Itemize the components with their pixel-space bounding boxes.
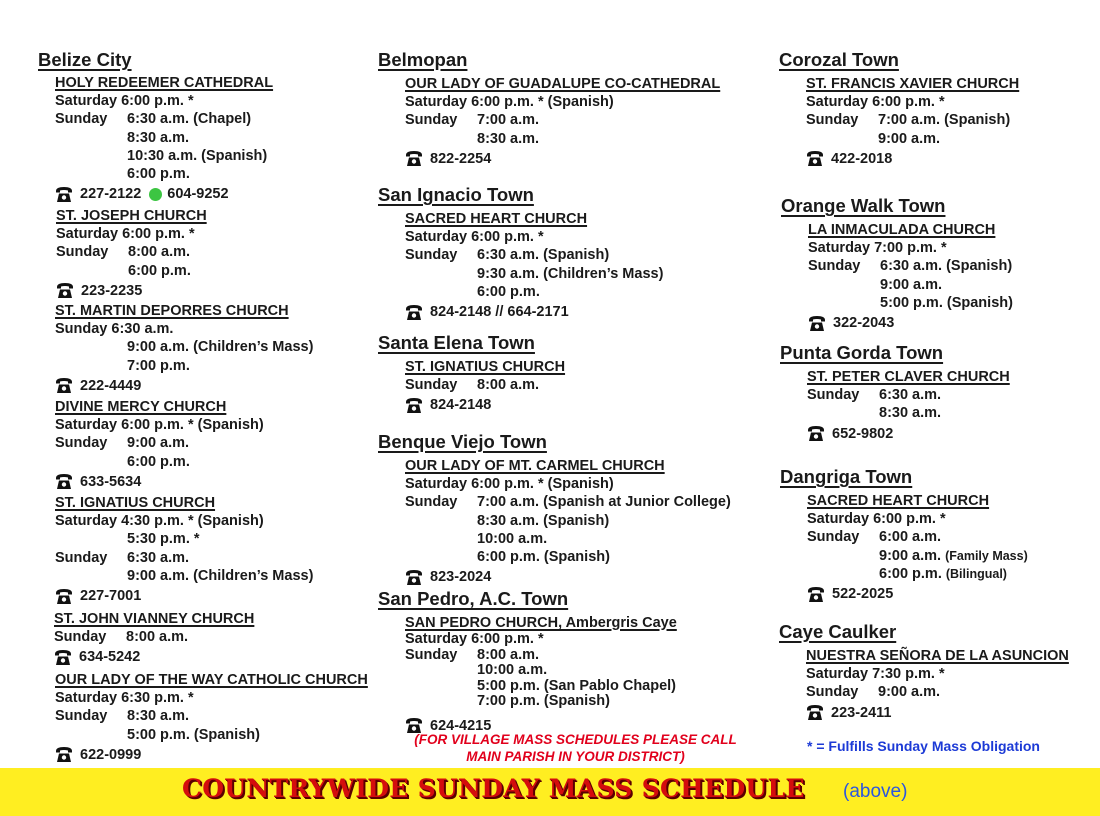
schedule-time: 7:00 p.m. (Spanish) [477, 693, 610, 709]
schedule-time: 10:00 a.m. [477, 530, 548, 547]
schedule-time: 9:00 a.m. (Children’s Mass) [127, 339, 314, 356]
schedule-day [405, 130, 477, 148]
schedule-day: Sunday [807, 529, 860, 546]
schedule-day [55, 129, 127, 147]
schedule-time: 8:00 a.m. [477, 646, 540, 663]
schedule-day [55, 165, 127, 183]
schedule-time: 6:30 a.m. (Spanish) [880, 258, 1013, 275]
schedule-time: 7:00 a.m. (Spanish) [878, 112, 1011, 129]
phone-number: 222-4449 [80, 377, 142, 394]
schedule-row [405, 130, 773, 148]
church-block [806, 647, 1099, 723]
church-block [405, 457, 773, 587]
section-belmopan [378, 49, 773, 169]
church-name: ST. IGNATIUS CHURCH [405, 359, 566, 375]
schedule-day [405, 663, 477, 679]
schedule-day [55, 530, 127, 548]
schedule-day [55, 567, 127, 585]
church-st-john-vianney [54, 610, 373, 667]
schedule-row [405, 111, 773, 129]
phone-line [807, 424, 1099, 444]
schedule-row [807, 565, 1099, 583]
schedule-time: 6:00 p.m. [127, 166, 190, 183]
schedule-row [806, 93, 1099, 111]
schedule-day: Saturday 6:00 p.m. * [405, 631, 544, 647]
phone-line [55, 586, 373, 606]
church-block [808, 221, 1099, 333]
schedule-row [808, 257, 1099, 275]
schedule-row [55, 530, 373, 548]
town-heading: Dangriga Town [780, 466, 913, 487]
church-block [405, 358, 773, 415]
phone-line [806, 703, 1099, 723]
schedule-day: Sunday [56, 244, 109, 261]
telephone-icon [55, 377, 80, 394]
church-st-martin-deporres [55, 302, 373, 396]
schedule-time: 10:00 a.m. [477, 662, 548, 678]
schedule-row [405, 663, 773, 679]
telephone-icon [806, 704, 831, 721]
schedule-time: 10:30 a.m. (Spanish) [127, 147, 268, 164]
telephone-icon [405, 569, 430, 586]
schedule-row [806, 111, 1099, 129]
phone-line [808, 313, 1099, 333]
schedule-day: Saturday 6:00 p.m. * [806, 94, 945, 110]
schedule-day [807, 565, 879, 583]
schedule-time: 6:00 p.m. [477, 283, 540, 300]
church-st-ignatius [55, 494, 373, 606]
schedule-day [405, 548, 477, 566]
schedule-day: Sunday [806, 112, 859, 129]
schedule-row [806, 683, 1099, 701]
schedule-time: 6:30 a.m. [879, 387, 942, 403]
schedule-time: 8:00 a.m. [126, 629, 189, 645]
phone-number: 422-2018 [831, 150, 893, 167]
church-name: LA INMACULADA CHURCH [808, 222, 996, 238]
schedule-day [808, 294, 880, 312]
schedule-row [55, 689, 373, 707]
schedule-day: Sunday [807, 387, 860, 403]
schedule-row [405, 648, 773, 664]
town-heading: Caye Caulker [779, 621, 897, 642]
schedule-day: Sunday [405, 112, 458, 129]
schedule-row [55, 453, 373, 471]
church-block [806, 75, 1099, 169]
phone-line [807, 584, 1099, 604]
schedule-row [55, 320, 373, 338]
phone-number: 824-2148 // 664-2171 [430, 304, 569, 321]
schedule-row [55, 416, 373, 434]
schedule-day [807, 404, 879, 422]
church-divine-mercy [55, 398, 373, 492]
schedule-row [54, 628, 373, 646]
schedule-row [807, 386, 1099, 404]
schedule-day: Sunday [55, 549, 108, 566]
schedule-row [55, 567, 373, 585]
schedule-day [806, 130, 878, 148]
schedule-day: Sunday [55, 435, 108, 452]
schedule-row [55, 549, 373, 567]
telephone-icon [405, 304, 430, 321]
phone-line [405, 149, 773, 169]
phone-line [405, 395, 773, 415]
schedule-row [405, 246, 773, 264]
phone-number: 223-2411 [831, 704, 892, 721]
telephone-icon [808, 315, 833, 332]
schedule-row [56, 243, 373, 261]
schedule-day: Saturday 7:30 p.m. * [806, 666, 945, 682]
schedule-day [55, 726, 127, 744]
schedule-row [55, 512, 373, 530]
schedule-time: 6:00 a.m. [879, 529, 942, 546]
telephone-icon [55, 473, 80, 490]
phone-number: 227-2122 [80, 186, 142, 203]
church-name: SAN PEDRO CHURCH, Ambergris Caye [405, 615, 677, 631]
church-name: ST. MARTIN DEPORRES CHURCH [55, 303, 289, 319]
schedule-row [808, 276, 1099, 294]
schedule-row [808, 239, 1099, 257]
schedule-day: Sunday [55, 708, 108, 725]
schedule-row [405, 548, 773, 566]
phone-number: 823-2024 [430, 569, 492, 586]
schedule-time: 8:30 a.m. [127, 708, 190, 725]
schedule-row [405, 228, 773, 246]
section-dangriga [780, 466, 1099, 604]
schedule-time: 9:00 a.m. [127, 435, 190, 452]
schedule-time: 8:00 a.m. [128, 244, 191, 261]
footer-title: COUNTRYWIDE SUNDAY MASS SCHEDULE [182, 774, 805, 803]
town-heading: Corozal Town [779, 49, 899, 70]
church-name: ST. JOSEPH CHURCH [56, 208, 207, 224]
phone-number: 633-5634 [80, 473, 142, 490]
schedule-row [55, 129, 373, 147]
schedule-day: Sunday [55, 111, 108, 128]
town-heading: San Ignacio Town [378, 184, 534, 205]
church-block [807, 368, 1099, 444]
church-block [405, 210, 773, 322]
schedule-day [56, 262, 128, 280]
phone-number: 624-4215 [430, 717, 492, 734]
section-san-ignacio [378, 184, 773, 322]
phone-line [55, 184, 373, 204]
schedule-day: Saturday 6:00 p.m. * (Spanish) [55, 417, 264, 433]
telephone-icon [55, 746, 80, 763]
phone-line [405, 567, 773, 587]
schedule-time: 9:30 a.m. (Children’s Mass) [477, 265, 664, 282]
church-st-joseph [56, 207, 373, 301]
schedule-row [806, 130, 1099, 148]
telephone-icon [56, 282, 81, 299]
schedule-row [55, 707, 373, 725]
schedule-time: 9:00 a.m. [880, 276, 943, 293]
phone-number: 322-2043 [833, 315, 895, 332]
schedule-row [55, 338, 373, 356]
schedule-row [405, 376, 773, 394]
church-name: ST. IGNATIUS CHURCH [55, 495, 216, 511]
schedule-time: 5:00 p.m. (Spanish) [127, 726, 260, 743]
schedule-row [55, 110, 373, 128]
schedule-row [807, 528, 1099, 546]
telephone-icon [806, 150, 831, 167]
schedule-day [808, 276, 880, 294]
schedule-day: Sunday [806, 684, 859, 701]
church-name: OUR LADY OF THE WAY CATHOLIC CHURCH [55, 672, 368, 688]
schedule-day: Saturday 4:30 p.m. * (Spanish) [55, 513, 264, 529]
schedule-time: 5:00 p.m. (Spanish) [880, 294, 1013, 311]
schedule-time: 8:30 a.m. (Spanish) [477, 512, 610, 529]
telephone-icon [807, 586, 832, 603]
phone-line [55, 745, 373, 765]
schedule-time: 9:00 a.m. [878, 684, 941, 701]
schedule-time: 5:30 p.m. * [127, 531, 200, 548]
phone-line [806, 149, 1099, 169]
schedule-day [55, 453, 127, 471]
phone-number: 227-7001 [80, 588, 142, 605]
schedule-row [807, 404, 1099, 422]
section-caye-caulker [779, 621, 1099, 723]
schedule-day: Sunday [405, 646, 458, 663]
church-block [807, 492, 1099, 604]
telephone-icon [54, 649, 79, 666]
section-punta-gorda [780, 342, 1099, 444]
section-corozal [779, 49, 1099, 169]
schedule-day: Sunday [405, 377, 458, 393]
schedule-day [405, 265, 477, 283]
schedule-row [405, 265, 773, 283]
whatsapp-number: 604-9252 [167, 186, 229, 203]
schedule-time: 8:30 a.m. [127, 129, 190, 146]
schedule-day [405, 283, 477, 301]
schedule-time: 6:30 a.m. (Chapel) [127, 111, 252, 128]
footer-banner [0, 768, 1100, 816]
schedule-day: Saturday 6:00 p.m. * [56, 226, 195, 242]
schedule-day: Saturday 6:00 p.m. * [55, 93, 194, 109]
church-our-lady-of-the-way [55, 671, 373, 765]
note-line-2: MAIN PARISH IN YOUR DISTRICT) [466, 749, 685, 764]
schedule-row [806, 665, 1099, 683]
phone-number: 223-2235 [81, 282, 143, 299]
telephone-icon [807, 425, 832, 442]
church-name: NUESTRA SEÑORA DE LA ASUNCION [806, 648, 1069, 664]
phone-number: 822-2254 [430, 150, 492, 167]
schedule-time: 9:00 a.m. (Children’s Mass) [127, 567, 314, 584]
church-name: ST. PETER CLAVER CHURCH [807, 369, 1010, 385]
church-name: ST. JOHN VIANNEY CHURCH [54, 611, 255, 627]
schedule-day: Saturday 6:00 p.m. * (Spanish) [405, 94, 614, 110]
phone-number: 652-9802 [832, 425, 894, 442]
church-name: ST. FRANCIS XAVIER CHURCH [806, 76, 1020, 92]
church-block [405, 75, 773, 169]
schedule-row [405, 512, 773, 530]
schedule-row [807, 547, 1099, 565]
schedule-row [55, 147, 373, 165]
footer-above-note: (above) [843, 781, 908, 802]
schedule-time: 7:00 a.m. (Spanish at Junior College) [477, 494, 731, 511]
phone-number: 522-2025 [832, 586, 894, 603]
schedule-day: Sunday [405, 247, 458, 264]
town-heading: Orange Walk Town [781, 195, 946, 216]
church-name: DIVINE MERCY CHURCH [55, 399, 227, 415]
town-heading: Benque Viejo Town [378, 431, 547, 452]
schedule-day: Sunday 6:30 a.m. [55, 321, 174, 337]
church-name: SACRED HEART CHURCH [405, 211, 588, 227]
schedule-day [807, 547, 879, 565]
schedule-day: Sunday [405, 494, 458, 511]
church-name: HOLY REDEEMER CATHEDRAL [55, 75, 274, 91]
schedule-day [405, 512, 477, 530]
schedule-day [55, 338, 127, 356]
schedule-time: 5:00 p.m. (San Pablo Chapel) [477, 677, 677, 694]
church-name: OUR LADY OF MT. CARMEL CHURCH [405, 458, 665, 474]
schedule-note: (Family Mass) [945, 548, 1028, 563]
section-orange-walk [781, 195, 1099, 333]
phone-number: 634-5242 [79, 649, 141, 666]
schedule-row [405, 475, 773, 493]
section-san-pedro [378, 588, 773, 736]
schedule-row [808, 294, 1099, 312]
schedule-time: 6:00 p.m. [127, 453, 190, 470]
schedule-day: Saturday 7:00 p.m. * [808, 240, 947, 256]
schedule-row [405, 283, 773, 301]
schedule-time: 7:00 p.m. [127, 357, 190, 374]
phone-number: 824-2148 [430, 397, 492, 414]
schedule-row [55, 434, 373, 452]
schedule-note: (Bilingual) [945, 566, 1007, 581]
schedule-row [55, 165, 373, 183]
church-name: SACRED HEART CHURCH [807, 493, 990, 509]
schedule-day: Saturday 6:00 p.m. * [807, 511, 946, 527]
schedule-day [55, 147, 127, 165]
schedule-day [405, 679, 477, 695]
schedule-row [405, 679, 773, 695]
section-benque-viejo [378, 431, 773, 587]
schedule-row [405, 632, 773, 648]
schedule-row [405, 93, 773, 111]
schedule-row [56, 262, 373, 280]
schedule-row [405, 530, 773, 548]
schedule-time: 9:00 a.m. [878, 130, 941, 147]
schedule-time: 6:30 a.m. (Spanish) [477, 247, 610, 264]
schedule-row [405, 493, 773, 511]
schedule-day [405, 694, 477, 710]
schedule-day [405, 530, 477, 548]
phone-line [55, 472, 373, 492]
phone-line [55, 376, 373, 396]
schedule-row [55, 726, 373, 744]
church-block [405, 614, 773, 736]
schedule-time: 6:00 p.m. [128, 262, 191, 279]
section-santa-elena [378, 332, 773, 415]
telephone-icon [405, 150, 430, 167]
schedule-day: Sunday [808, 258, 861, 275]
schedule-row [56, 225, 373, 243]
schedule-day: Saturday 6:00 p.m. * [405, 229, 544, 245]
schedule-time: 6:00 p.m. [879, 565, 942, 582]
phone-line [56, 281, 373, 301]
phone-number: 622-0999 [80, 746, 142, 763]
telephone-icon [55, 588, 80, 605]
schedule-day: Sunday [54, 629, 107, 645]
phone-line [405, 302, 773, 322]
schedule-time: 8:30 a.m. [879, 405, 942, 422]
schedule-day [55, 357, 127, 375]
schedule-time: 8:00 a.m. [477, 377, 540, 393]
whatsapp-icon [149, 188, 162, 201]
schedule-time: 8:30 a.m. [477, 130, 540, 147]
telephone-icon [405, 397, 430, 414]
schedule-time: 7:00 a.m. [477, 112, 540, 129]
schedule-time: 9:00 a.m. [879, 547, 942, 564]
town-heading: San Pedro, A.C. Town [378, 588, 569, 609]
telephone-icon [55, 186, 80, 203]
schedule-time: 6:00 p.m. (Spanish) [477, 549, 610, 566]
schedule-row [405, 694, 773, 710]
church-holy-redeemer [55, 74, 373, 204]
obligation-legend: * = Fulfills Sunday Mass Obligation [807, 738, 1040, 754]
schedule-row [55, 357, 373, 375]
town-heading: Belize City [38, 49, 132, 70]
schedule-day: Saturday 6:00 p.m. * (Spanish) [405, 476, 614, 492]
church-name: OUR LADY OF GUADALUPE CO-CATHEDRAL [405, 76, 721, 92]
schedule-day: Saturday 6:30 p.m. * [55, 690, 194, 706]
note-line-1: (FOR VILLAGE MASS SCHEDULES PLEASE CALL [414, 732, 737, 747]
town-heading: Santa Elena Town [378, 332, 535, 353]
village-schedule-note [378, 731, 773, 765]
schedule-time: 6:30 a.m. [127, 549, 190, 566]
schedule-row [807, 510, 1099, 528]
phone-line [54, 647, 373, 667]
town-heading: Belmopan [378, 49, 468, 70]
schedule-row [55, 92, 373, 110]
town-heading: Punta Gorda Town [780, 342, 944, 363]
